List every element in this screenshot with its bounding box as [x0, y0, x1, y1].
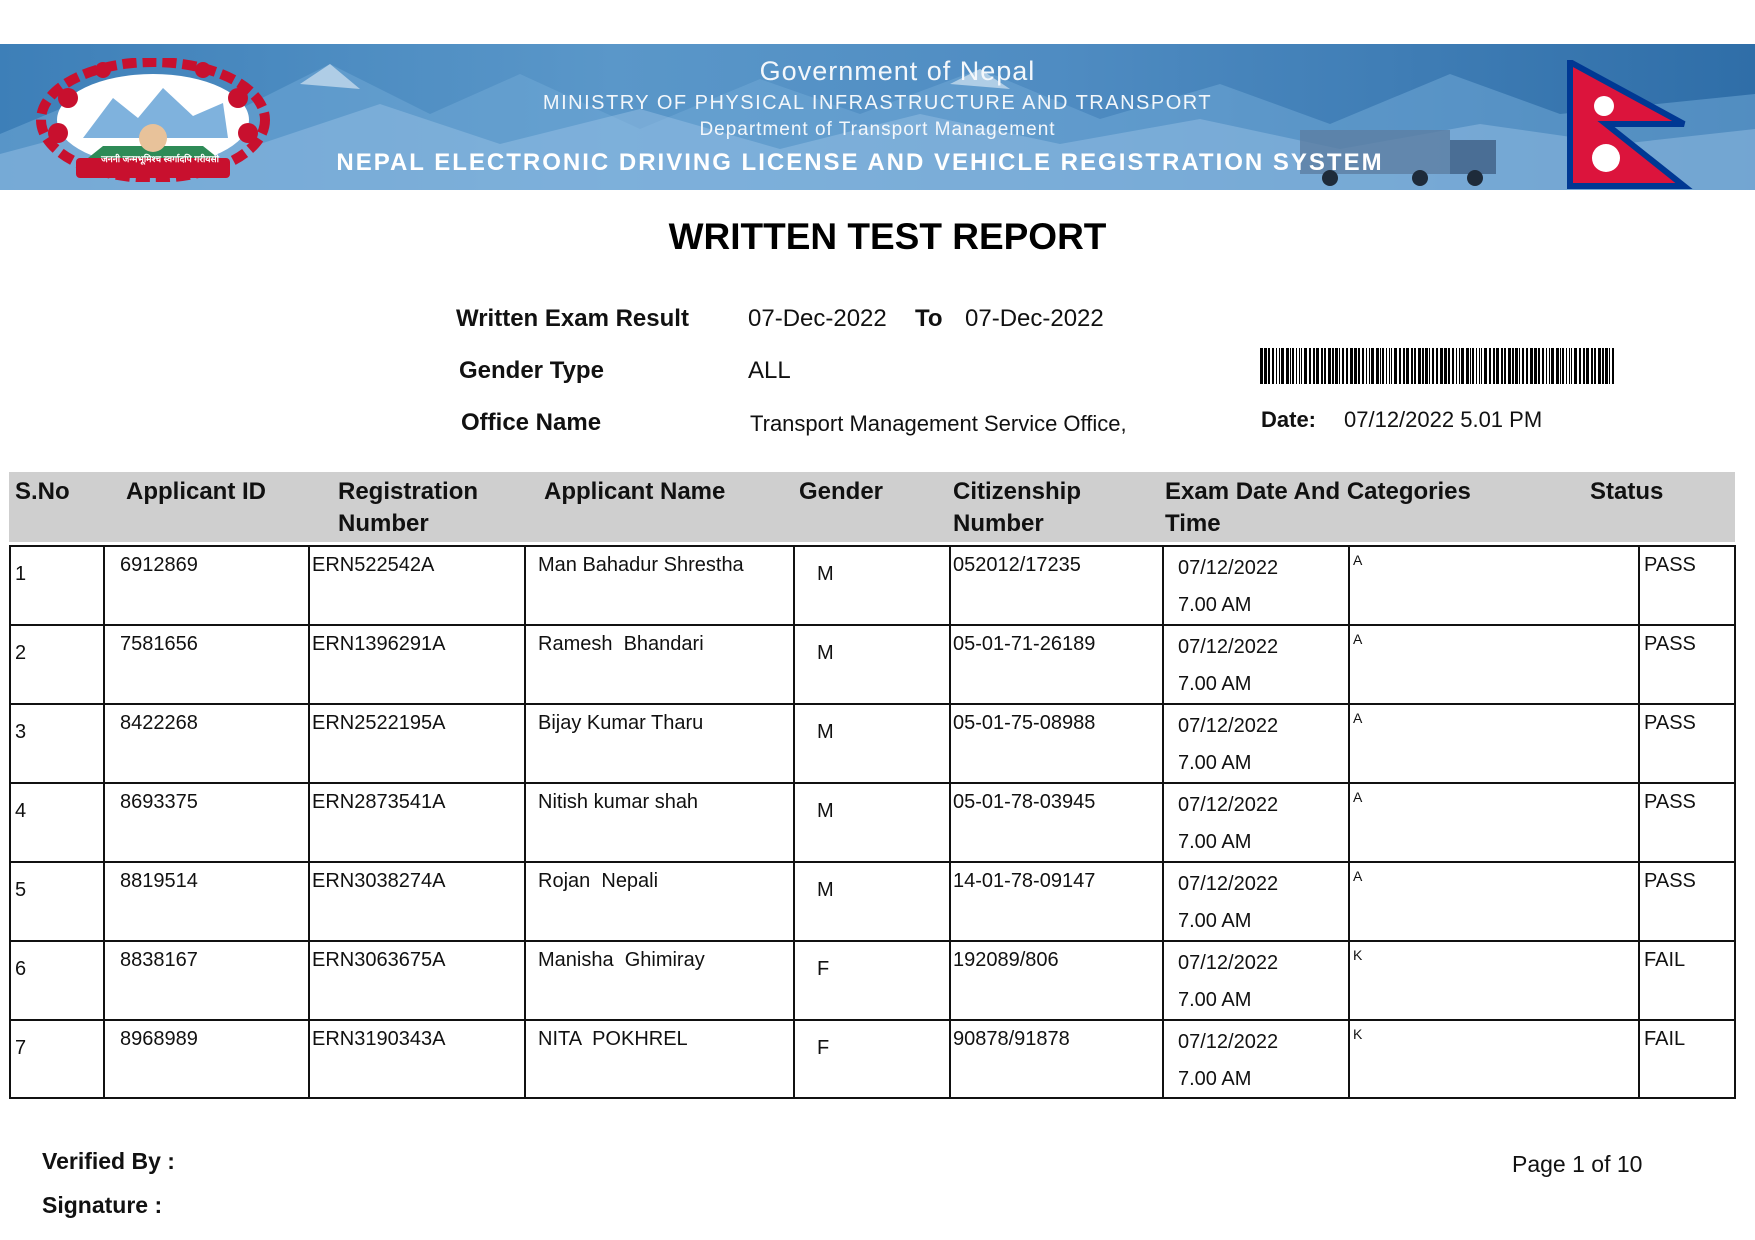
cell-exam-date: 07/12/2022 — [1178, 557, 1279, 579]
banner-system-name: NEPAL ELECTRONIC DRIVING LICENSE AND VEHICLE REGISTRATION SYSTEM — [336, 149, 1384, 176]
cell-applicant-name: Bijay Kumar Tharu — [538, 712, 704, 734]
table-row — [11, 705, 1734, 784]
date-from: 07-Dec-2022 — [748, 305, 887, 332]
cell-citizenship: 90878/91878 — [953, 1028, 1070, 1050]
results-table — [9, 545, 1736, 1099]
cell-registration: ERN3190343A — [312, 1028, 446, 1050]
to-label: To — [915, 305, 943, 332]
barcode-icon — [1260, 348, 1616, 384]
cell-status: PASS — [1644, 712, 1696, 734]
cell-exam-time: 7.00 AM — [1178, 989, 1252, 1011]
cell-gender: M — [817, 563, 834, 585]
cell-applicant-name: Manisha Ghimiray — [538, 949, 705, 971]
cell-category: K — [1353, 1026, 1363, 1042]
table-row — [11, 863, 1734, 942]
cell-applicant-id: 6912869 — [120, 554, 198, 576]
cell-applicant-id: 8819514 — [120, 870, 198, 892]
signature-label: Signature : — [42, 1192, 163, 1218]
office-name-value: Transport Management Service Office, — [750, 411, 1127, 436]
banner-ministry: MINISTRY OF PHYSICAL INFRASTRUCTURE AND TRANSPORT — [542, 92, 1213, 114]
header-applicant-name: Applicant Name — [544, 478, 726, 505]
cell-exam-date: 07/12/2022 — [1178, 873, 1279, 895]
table-row — [11, 942, 1734, 1021]
page-number: Page 1 of 10 — [1512, 1151, 1643, 1177]
cell-gender: M — [817, 879, 834, 901]
header-registration-number: Registration Number — [338, 478, 479, 537]
report-title: WRITTEN TEST REPORT — [668, 216, 1107, 257]
cell-applicant-id: 8838167 — [120, 949, 198, 971]
cell-exam-time: 7.00 AM — [1178, 752, 1252, 774]
cell-registration: ERN2522195A — [312, 712, 446, 734]
cell-category: A — [1353, 552, 1363, 568]
cell-exam-time: 7.00 AM — [1178, 1068, 1252, 1090]
cell-applicant-id: 8693375 — [120, 791, 198, 813]
cell-citizenship: 052012/17235 — [953, 554, 1081, 576]
header-sno: S.No — [15, 478, 70, 505]
cell-gender: M — [817, 800, 834, 822]
header-gender: Gender — [799, 478, 884, 505]
gender-type-value: ALL — [748, 357, 791, 384]
cell-status: FAIL — [1644, 1028, 1686, 1050]
cell-sno: 5 — [15, 879, 27, 901]
cell-status: PASS — [1644, 870, 1696, 892]
cell-gender: F — [817, 1037, 830, 1059]
cell-sno: 3 — [15, 721, 27, 743]
cell-status: PASS — [1644, 791, 1696, 813]
cell-category: A — [1353, 631, 1363, 647]
cell-gender: F — [817, 958, 830, 980]
cell-exam-date: 07/12/2022 — [1178, 952, 1279, 974]
cell-registration: ERN3063675A — [312, 949, 446, 971]
cell-sno: 6 — [15, 958, 27, 980]
table-row — [11, 626, 1734, 705]
cell-sno: 2 — [15, 642, 27, 664]
cell-citizenship: 05-01-71-26189 — [953, 633, 1096, 655]
header-banner — [0, 44, 1755, 190]
header-status: Status — [1590, 478, 1664, 505]
cell-exam-date: 07/12/2022 — [1178, 794, 1279, 816]
cell-category: A — [1353, 789, 1363, 805]
cell-applicant-name: Nitish kumar shah — [538, 791, 699, 813]
cell-applicant-name: Man Bahadur Shrestha — [538, 554, 744, 576]
cell-status: PASS — [1644, 633, 1696, 655]
cell-sno: 7 — [15, 1037, 27, 1059]
cell-sno: 4 — [15, 800, 27, 822]
header-citizenship-number: Citizenship Number — [953, 478, 1082, 537]
header-applicant-id: Applicant ID — [126, 478, 267, 505]
banner-department: Department of Transport Management — [699, 119, 1056, 140]
table-row — [11, 784, 1734, 863]
cell-exam-date: 07/12/2022 — [1178, 1031, 1279, 1053]
cell-applicant-name: Rojan Nepali — [538, 870, 659, 892]
cell-exam-time: 7.00 AM — [1178, 673, 1252, 695]
table-row — [11, 547, 1734, 626]
date-label: Date: — [1261, 407, 1317, 432]
cell-registration: ERN522542A — [312, 554, 435, 576]
table-header — [9, 472, 1735, 542]
cell-applicant-id: 8422268 — [120, 712, 198, 734]
cell-exam-time: 7.00 AM — [1178, 594, 1252, 616]
cell-category: A — [1353, 868, 1363, 884]
exam-result-label: Written Exam Result — [456, 305, 689, 332]
cell-applicant-id: 8968989 — [120, 1028, 198, 1050]
cell-citizenship: 05-01-78-03945 — [953, 791, 1096, 813]
cell-exam-date: 07/12/2022 — [1178, 715, 1279, 737]
emblem-caption: जननी जन्मभूमिश्च स्वर्गादपि गरीयसी — [101, 154, 219, 164]
cell-sno: 1 — [15, 563, 27, 585]
cell-registration: ERN3038274A — [312, 870, 446, 892]
cell-citizenship: 192089/806 — [953, 949, 1059, 971]
cell-registration: ERN1396291A — [312, 633, 446, 655]
cell-citizenship: 14-01-78-09147 — [953, 870, 1096, 892]
banner-government: Government of Nepal — [759, 56, 1036, 86]
cell-exam-time: 7.00 AM — [1178, 831, 1252, 853]
cell-category: A — [1353, 710, 1363, 726]
cell-applicant-id: 7581656 — [120, 633, 198, 655]
cell-applicant-name: Ramesh Bhandari — [538, 633, 704, 655]
cell-gender: M — [817, 721, 834, 743]
date-value: 07/12/2022 5.01 PM — [1344, 407, 1543, 432]
cell-status: FAIL — [1644, 949, 1686, 971]
cell-status: PASS — [1644, 554, 1696, 576]
verified-by-label: Verified By : — [42, 1148, 175, 1174]
header-exam-date-categories: Exam Date And Categories Time — [1165, 478, 1471, 537]
table-row — [11, 1021, 1734, 1100]
cell-applicant-name: NITA POKHREL — [538, 1028, 688, 1050]
gender-type-label: Gender Type — [459, 357, 604, 384]
date-to: 07-Dec-2022 — [965, 305, 1104, 332]
cell-registration: ERN2873541A — [312, 791, 446, 813]
cell-exam-time: 7.00 AM — [1178, 910, 1252, 932]
cell-exam-date: 07/12/2022 — [1178, 636, 1279, 658]
cell-gender: M — [817, 642, 834, 664]
cell-citizenship: 05-01-75-08988 — [953, 712, 1096, 734]
office-name-label: Office Name — [461, 409, 602, 436]
cell-category: K — [1353, 947, 1363, 963]
